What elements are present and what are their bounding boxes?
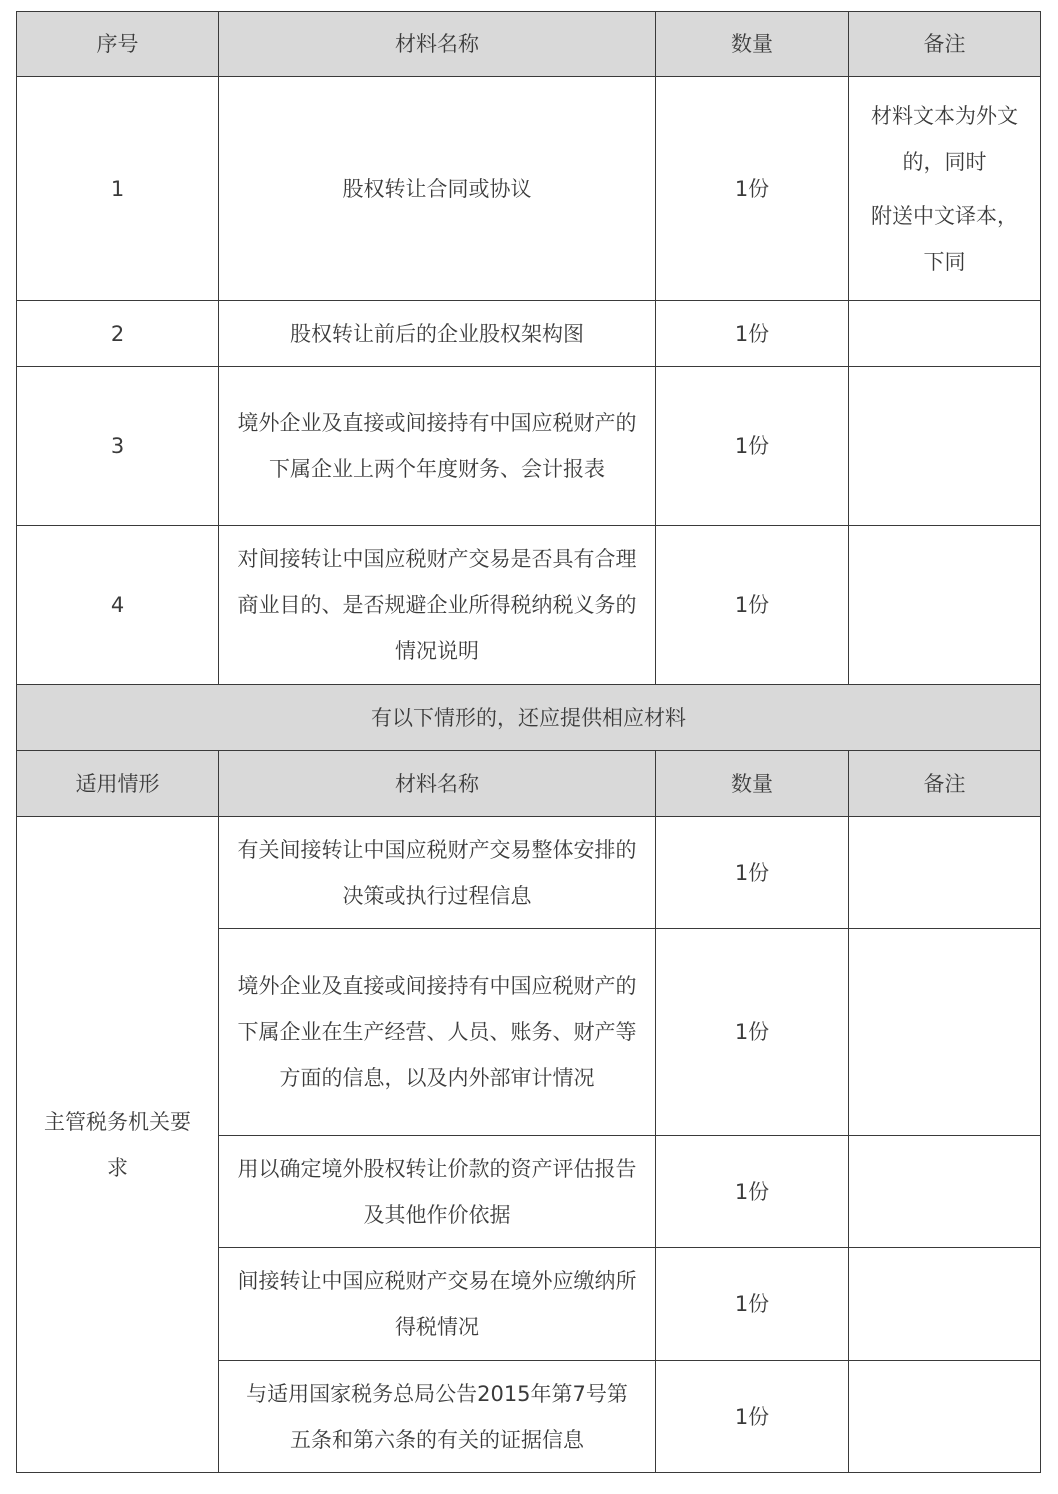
row-remark [849,77,1041,301]
header-remark: 备注 [849,751,1041,817]
row-qty: 1份 [656,77,849,301]
row-qty: 1份 [656,1361,849,1473]
row-qty: 1份 [656,1248,849,1361]
row-remark [849,929,1041,1136]
table-row [17,526,1041,685]
remark-line: 下同 [923,249,966,274]
remark-line: 的，同时 [902,149,987,174]
row-remark [849,1361,1041,1473]
remark-line: 材料文本为外文 [871,103,1018,128]
row-qty: 1份 [656,817,849,929]
row-qty: 1份 [656,367,849,526]
row-name: 境外企业及直接或间接持有中国应税财产的下属企业上两个年度财务、会计报表 [219,367,656,526]
header-name: 材料名称 [219,751,656,817]
row-name: 对间接转让中国应税财产交易是否具有合理商业目的、是否规避企业所得税纳税义务的情况说明 [219,526,656,685]
row-name: 股权转让合同或协议 [219,77,656,301]
row-name: 间接转让中国应税财产交易在境外应缴纳所得税情况 [219,1248,656,1361]
row-name: 与适用国家税务总局公告2015年第7号第五条和第六条的有关的证据信息 [219,1361,656,1473]
row-name: 用以确定境外股权转让价款的资产评估报告及其他作价依据 [219,1136,656,1248]
table-row [17,367,1041,526]
section-header-row [17,685,1041,751]
remark-line: 附送中文译本， [871,203,1018,228]
row-name: 股权转让前后的企业股权架构图 [219,301,656,367]
table-row [17,77,1041,301]
header-seq: 序号 [17,12,219,77]
row-remark [849,367,1041,526]
row-remark [849,1136,1041,1248]
row-remark [849,817,1041,929]
header-qty: 数量 [656,751,849,817]
header-remark: 备注 [849,12,1041,77]
row-qty: 1份 [656,1136,849,1248]
row-name: 境外企业及直接或间接持有中国应税财产的下属企业在生产经营、人员、账务、财产等方面的信息，以及内外部审计情况 [219,929,656,1136]
table-row [17,301,1041,367]
row-name: 有关间接转让中国应税财产交易整体安排的决策或执行过程信息 [219,817,656,929]
row-seq: 3 [17,367,219,526]
header-situation: 适用情形 [17,751,219,817]
row-seq: 2 [17,301,219,367]
row-qty: 1份 [656,526,849,685]
row-qty: 1份 [656,929,849,1136]
table-header-row-2 [17,751,1041,817]
section-title: 有以下情形的，还应提供相应材料 [17,685,1041,751]
row-remark [849,526,1041,685]
table-row [17,817,1041,929]
row-remark [849,301,1041,367]
row-seq: 1 [17,77,219,301]
row-qty: 1份 [656,301,849,367]
row-seq: 4 [17,526,219,685]
header-name: 材料名称 [219,12,656,77]
row-remark [849,1248,1041,1361]
materials-table [16,11,1041,1473]
situation-cell: 主管税务机关要求 [17,817,219,1473]
header-qty: 数量 [656,12,849,77]
table-header-row [17,12,1041,77]
